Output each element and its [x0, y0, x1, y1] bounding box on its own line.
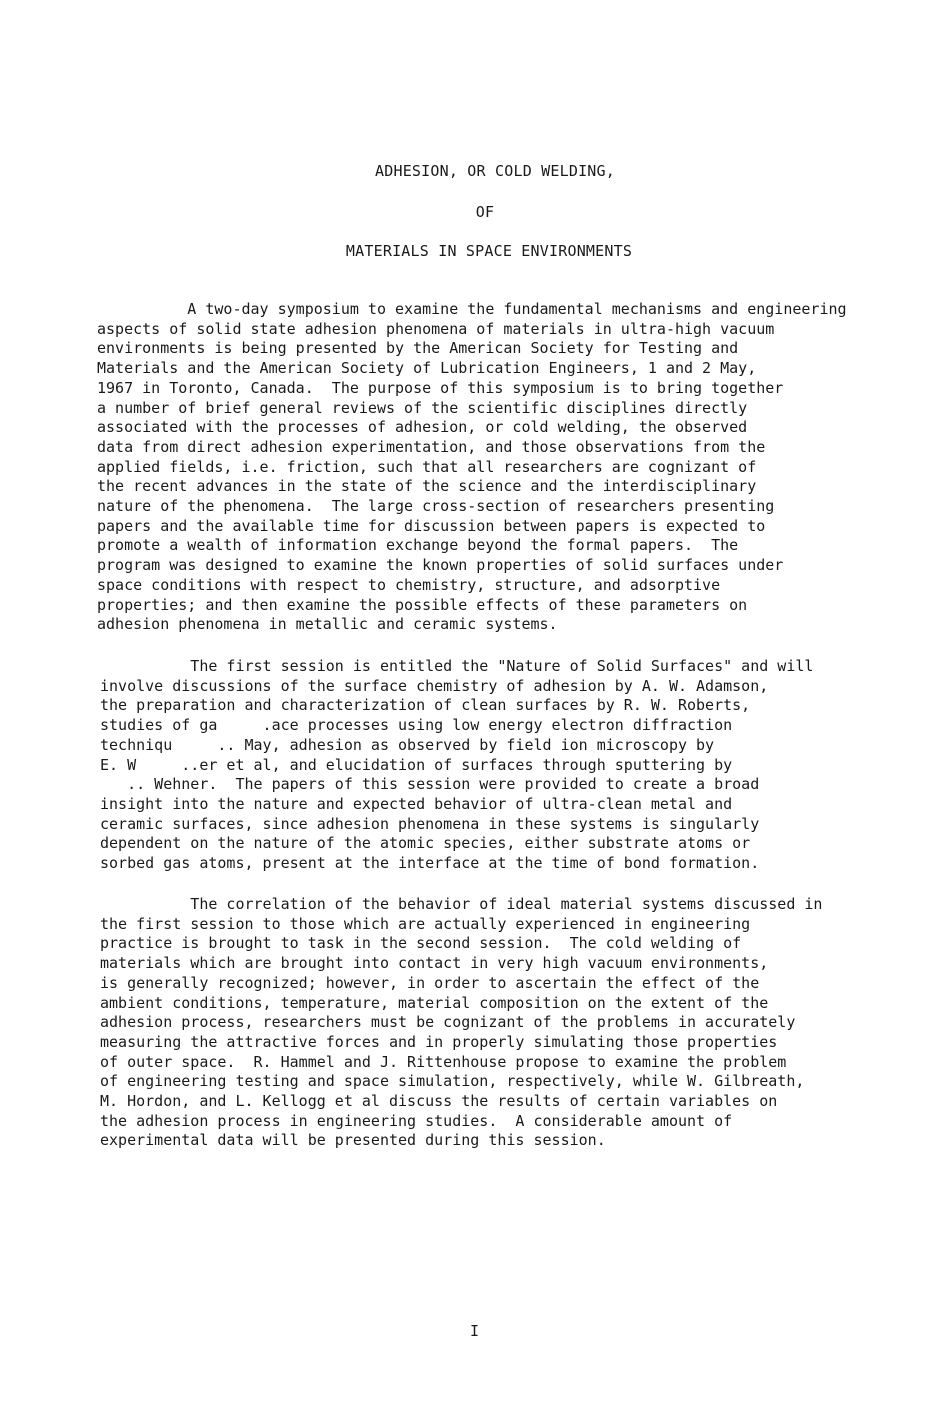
paragraph-symposium-overview: [97, 300, 877, 635]
text-line: E. W ..er et al, and elucidation of surfaces through sputtering by: [100, 755, 733, 774]
title-line-1: ADHESION, OR COLD WELDING,: [375, 162, 615, 180]
text-line: involve discussions of the surface chemistry of adhesion by A. W. Adamson,: [100, 676, 769, 695]
text-line: insight into the nature and expected behavior of ultra-clean metal and: [100, 794, 733, 813]
text-line: aspects of solid state adhesion phenomena of materials in ultra-high vacuum: [97, 319, 775, 338]
text-line: applied fields, i.e. friction, such that all researchers are cognizant of: [97, 457, 757, 476]
text-line: The correlation of the behavior of ideal material systems discussed in: [100, 895, 823, 913]
text-line: experimental data will be presented during this session.: [100, 1131, 606, 1150]
text-line: associated with the processes of adhesion, or cold welding, the observed: [97, 418, 748, 437]
title-line-3: MATERIALS IN SPACE ENVIRONMENTS: [345, 242, 633, 260]
text-line: dependent on the nature of the atomic species, either substrate atoms or: [100, 834, 751, 853]
text-line: .. Wehner. The papers of this session were provided to create a broad: [100, 775, 760, 794]
text-line: practice is brought to task in the second session. The cold welding of: [100, 934, 742, 953]
text-line: techniqu .. May, adhesion as observed by field ion microscopy by: [100, 735, 715, 754]
text-line: is generally recognized; however, in order to ascertain the effect of the: [100, 973, 760, 992]
page-number: I: [470, 1322, 480, 1340]
text-line: adhesion phenomena in metallic and ceramic systems.: [97, 615, 558, 634]
text-line: environments is being presented by the American Society for Testing and: [97, 339, 739, 358]
text-line: Materials and the American Society of Lubrication Engineers, 1 and 2 May,: [97, 359, 757, 378]
text-line: materials which are brought into contact in very high vacuum environments,: [100, 954, 769, 973]
text-line: 1967 in Toronto, Canada. The purpose of this symposium is to bring together: [97, 378, 784, 397]
text-line: the recent advances in the state of the science and the interdisciplinary: [97, 477, 757, 496]
text-line: sorbed gas atoms, present at the interface at the time of bond formation.: [100, 854, 760, 873]
title-line-2: OF: [475, 203, 495, 221]
text-line: program was designed to examine the known properties of solid surfaces under: [97, 556, 784, 575]
text-line: A two-day symposium to examine the fundamental mechanisms and engineering: [97, 300, 847, 318]
text-line: the preparation and characterization of clean surfaces by R. W. Roberts,: [100, 696, 751, 715]
text-line: promote a wealth of information exchange beyond the formal papers. The: [97, 536, 739, 555]
text-line: The first session is entitled the "Nature of Solid Surfaces" and will: [100, 657, 814, 675]
text-line: ceramic surfaces, since adhesion phenomena in these systems is singularly: [100, 814, 760, 833]
text-line: the adhesion process in engineering studies. A considerable amount of: [100, 1111, 733, 1130]
paragraph-second-session: [100, 895, 880, 1151]
text-line: studies of ga .ace processes using low energy electron diffraction: [100, 716, 733, 735]
text-line: properties; and then examine the possible effects of these parameters on: [97, 595, 748, 614]
text-line: ambient conditions, temperature, material composition on the extent of the: [100, 993, 769, 1012]
text-line: a number of brief general reviews of the scientific disciplines directly: [97, 398, 748, 417]
text-line: the first session to those which are actually experienced in engineering: [100, 914, 751, 933]
text-line: of engineering testing and space simulation, respectively, while W. Gilbreath,: [100, 1072, 805, 1091]
text-line: of outer space. R. Hammel and J. Rittenhouse propose to examine the problem: [100, 1052, 787, 1071]
text-line: adhesion process, researchers must be cognizant of the problems in accurately: [100, 1013, 796, 1032]
text-line: nature of the phenomena. The large cross-section of researchers presenting: [97, 497, 775, 516]
text-line: M. Hordon, and L. Kellogg et al discuss the results of certain variables on: [100, 1092, 778, 1111]
text-line: data from direct adhesion experimentation, and those observations from the: [97, 437, 766, 456]
text-line: papers and the available time for discussion between papers is expected to: [97, 516, 766, 535]
text-line: space conditions with respect to chemistry, structure, and adsorptive: [97, 575, 721, 594]
text-line: measuring the attractive forces and in properly simulating those properties: [100, 1032, 778, 1051]
paragraph-first-session: [100, 657, 880, 874]
